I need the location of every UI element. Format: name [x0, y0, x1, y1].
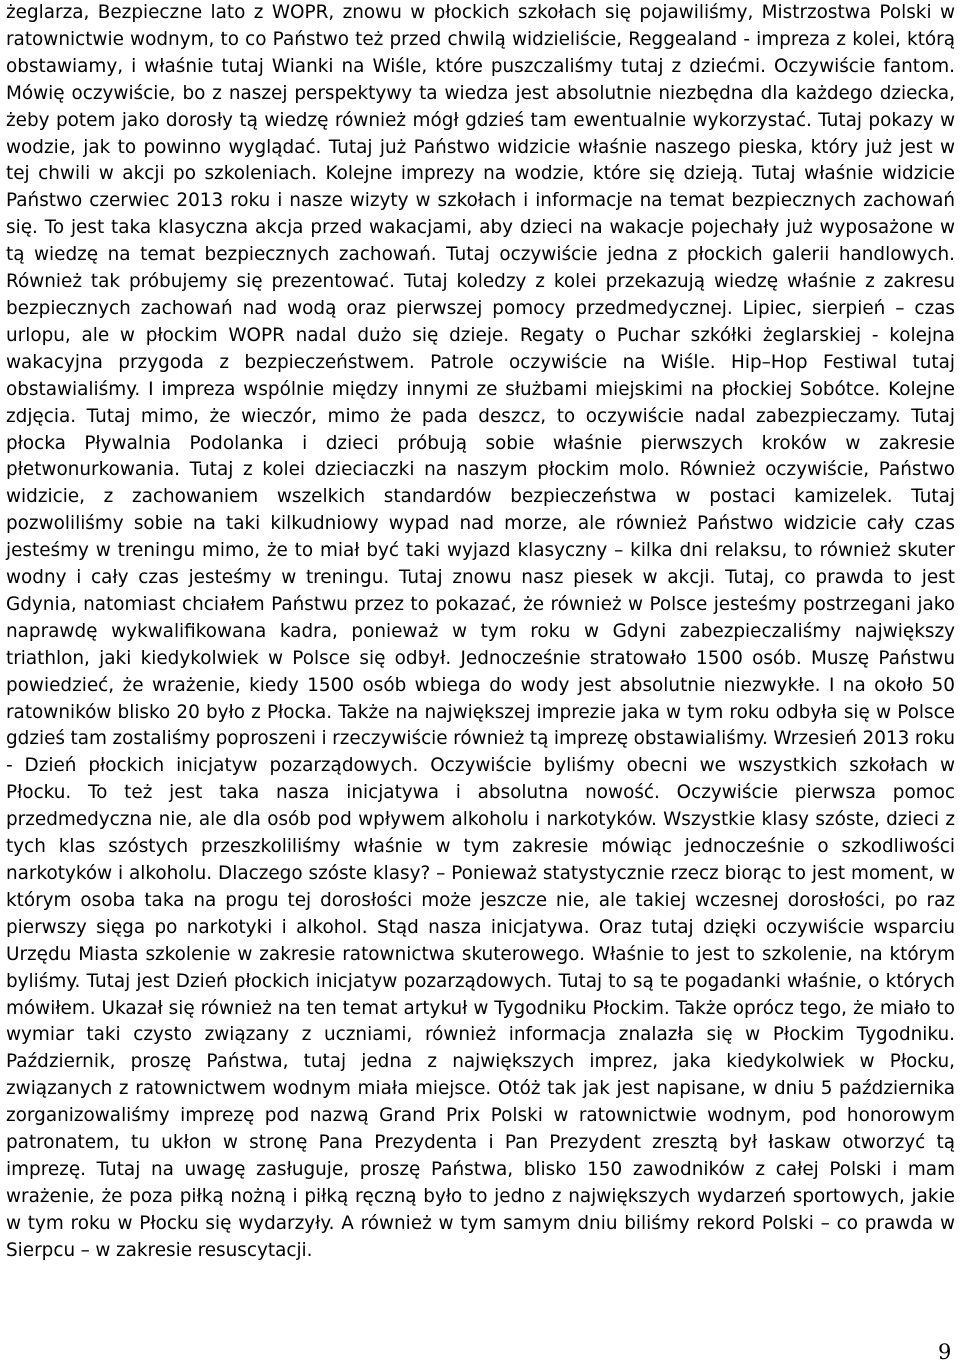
page-number: 9: [938, 1340, 952, 1364]
body-paragraph: żeglarza, Bezpieczne lato z WOPR, znowu w płockich szkołach się pojawiliśmy, Mistrzostwa Polski w ratownictwie wodnym, to co Państwo też przed chwilą widzieliście, Reggealand - impreza z kolei, którą obstawiamy, i właśnie tutaj Wianki na Wiśle, które puszczaliśmy tutaj z dziećmi. Oczywiście fantom. Mówię oczywiście, bo z naszej perspektywy ta wiedza jest absolutnie niezbędna dla każdego dziecka, żeby potem jako dorosły tą wiedzę również mógł gdzieś tam ewentualnie wykorzystać. Tutaj pokazy w wodzie, jak to powinno wyglądać. Tutaj już Państwo widzicie właśnie naszego pieska, który już jest w tej chwili w akcji po szkoleniach. Kolejne imprezy na wodzie, które się dzieją. Tutaj właśnie widzicie Państwo czerwiec 2013 roku i nasze wizyty w szkołach i informacje na temat bezpiecznych zachowań się. To jest taka klasyczna akcja przed wakacjami, aby dzieci na wakacje pojechały już wyposażone w tą wiedzę na temat bezpiecznych zachowań. Tutaj oczywiście jedna z płockich galerii handlowych. Również tak próbujemy się prezentować. Tutaj koledzy z kolei przekazują wiedzę właśnie z zakresu bezpiecznych zachowań nad wodą oraz pierwszej pomocy przedmedycznej. Lipiec, sierpień – czas urlopu, ale w płockim WOPR nadal dużo się dzieje. Regaty o Puchar szkółki żeglarskiej - kolejna wakacyjna przygoda z bezpieczeństwem. Patrole oczywiście na Wiśle. Hip–Hop Festiwal tutaj obstawialiśmy. I impreza wspólnie między innymi ze służbami miejskimi na płockiej Sobótce. Kolejne zdjęcia. Tutaj mimo, że wieczór, mimo że pada deszcz, to oczywiście nadal zabezpieczamy. Tutaj płocka Pływalnia Podolanka i dzieci próbują sobie właśnie pierwszych kroków w zakresie płetwonurkowania. Tutaj z kolei dzieciaczki na naszym płockim molo. Również oczywiście, Państwo widzicie, z zachowaniem wszelkich standardów bezpieczeństwa w postaci kamizelek. Tutaj pozwoliliśmy sobie na taki kilkudniowy wypad nad morze, ale również Państwo widzicie cały czas jesteśmy w treningu mimo, że to miał być taki wyjazd klasyczny – kilka dni relaksu, to również skuter wodny i cały czas jesteśmy w treningu. Tutaj znowu nasz piesek w akcji. Tutaj, co prawda to jest Gdynia, natomiast chciałem Państwu przez to pokazać, że również w Polsce jesteśmy postrzegani jako naprawdę wykwalifikowana kadra, ponieważ w tym roku w Gdyni zabezpieczaliśmy największy triathlon, jaki kiedykolwiek w Polsce się odbył. Jednocześnie stratowało 1500 osób. Muszę Państwu powiedzieć, że wrażenie, kiedy 1500 osób wbiega do wody jest absolutnie niezwykłe. I na około 50 ratowników blisko 20 było z Płocka. Także na największej imprezie jaka w tym roku odbyła się w Polsce gdzieś tam zostaliśmy poproszeni i rzeczywiście również tą imprezę obstawialiśmy. Wrzesień 2013 roku - Dzień płockich inicjatyw pozarządowych. Oczywiście byliśmy obecni we wszystkich szkołach w Płocku. To też jest taka nasza inicjatywa i absolutna nowość. Oczywiście pierwsza pomoc przedmedyczna nie, ale dla osób pod wpływem alkoholu i narkotyków. Wszystkie klasy szóste, dzieci z tych klas szóstych przeszkoliliśmy właśnie w tym zakresie mówiąc jednocześnie o szkodliwości narkotyków i alkoholu. Dlaczego szóste klasy? – Ponieważ statystycznie rzecz biorąc to jest moment, w którym osoba taka na progu tej dorosłości może jeszcze nie, ale takiej wczesnej dorosłości, po raz pierwszy sięga po narkotyki i alkohol. Stąd nasza inicjatywa. Oraz tutaj dzięki oczywiście wsparciu Urzędu Miasta szkolenie w zakresie ratownictwa skuterowego. Właśnie to jest to szkolenie, na którym byliśmy. Tutaj jest Dzień płockich inicjatyw pozarządowych. Tutaj to są te pogadanki właśnie, o których mówiłem. Ukazał się również na ten temat artykuł w Tygodniku Płockim. Także oprócz tego, że miało to wymiar taki czysto związany z uczniami, również informacja znalazła się w Płockim Tygodniku. Październik, proszę Państwa, tutaj jedna z największych imprez, jaka kiedykolwiek w Płocku, związanych z ratownictwem wodnym miała miejsce. Otóż tak jak jest napisane, w dniu 5 października zorganizowaliśmy imprezę pod nazwą Grand Prix Polski w ratownictwie wodnym, pod honorowym patronatem, tu ukłon w stronę Pana Prezydenta i Pan Prezydent zresztą był łaskaw otworzyć tą imprezę. Tutaj na uwagę zasługuje, proszę Państwa, blisko 150 zawodników z całej Polski i mam wrażenie, że poza piłką nożną i piłką ręczną było to jedno z największych wydarzeń sportowych, jakie w tym roku w Płocku się wydarzyły. A również w tym samym dniu biliśmy rekord Polski – co prawda w Sierpcu – w zakresie resuscytacji.: [6, 2, 955, 1261]
